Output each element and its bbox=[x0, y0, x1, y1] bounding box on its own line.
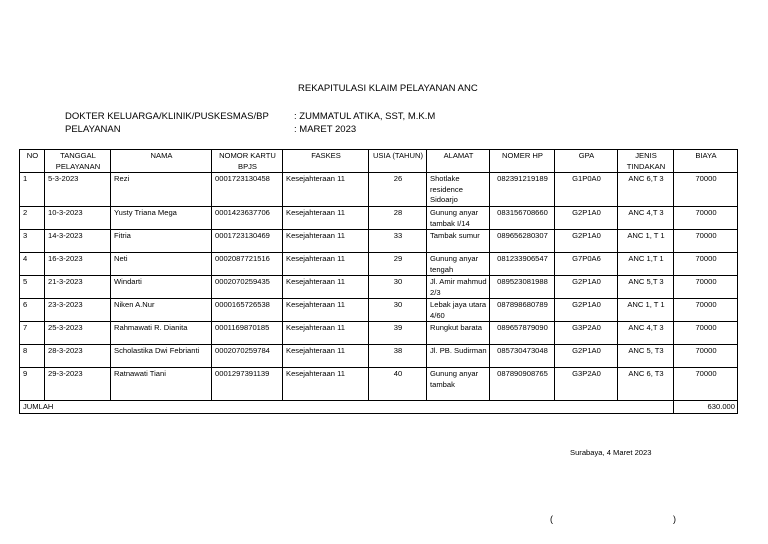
cell-nama: Fitria bbox=[111, 230, 212, 253]
document-title: REKAPITULASI KLAIM PELAYANAN ANC bbox=[298, 83, 478, 94]
cell-gpa: G1P0A0 bbox=[555, 173, 618, 207]
cell-gpa: G2P1A0 bbox=[555, 345, 618, 368]
cell-usia: 38 bbox=[369, 345, 427, 368]
cell-biaya: 70000 bbox=[674, 253, 738, 276]
cell-kartu: 0002087721516 bbox=[212, 253, 283, 276]
col-header-no: NO bbox=[20, 150, 45, 173]
cell-nama: Niken A.Nur bbox=[111, 299, 212, 322]
col-header-nama: NAMA bbox=[111, 150, 212, 173]
cell-no: 1 bbox=[20, 173, 45, 207]
table-row bbox=[20, 322, 738, 345]
col-header-biaya: BIAYA bbox=[674, 150, 738, 173]
signature-close: ) bbox=[673, 514, 676, 524]
cell-biaya: 70000 bbox=[674, 368, 738, 401]
cell-gpa: G2P1A0 bbox=[555, 276, 618, 299]
cell-tanggal: 14-3-2023 bbox=[45, 230, 111, 253]
cell-hp: 089523081988 bbox=[490, 276, 555, 299]
cell-biaya: 70000 bbox=[674, 322, 738, 345]
cell-nama: Yusty Triana Mega bbox=[111, 207, 212, 230]
cell-hp: 083156708660 bbox=[490, 207, 555, 230]
period-value: : MARET 2023 bbox=[294, 124, 357, 135]
cell-kartu: 0001169870185 bbox=[212, 322, 283, 345]
col-header-kartu: NOMOR KARTU BPJS bbox=[212, 150, 283, 173]
cell-tindakan: ANC 4,T 3 bbox=[618, 207, 674, 230]
cell-alamat: Rungkut barata bbox=[427, 322, 490, 345]
cell-biaya: 70000 bbox=[674, 230, 738, 253]
cell-gpa: G3P2A0 bbox=[555, 322, 618, 345]
table-row bbox=[20, 253, 738, 276]
cell-usia: 30 bbox=[369, 299, 427, 322]
provider-label: DOKTER KELUARGA/KLINIK/PUSKESMAS/BP bbox=[65, 111, 269, 122]
cell-kartu: 0000165726538 bbox=[212, 299, 283, 322]
cell-hp: 087898680789 bbox=[490, 299, 555, 322]
total-value: 630.000 bbox=[674, 401, 738, 414]
cell-gpa: G7P0A6 bbox=[555, 253, 618, 276]
cell-tindakan: ANC 5,T 3 bbox=[618, 276, 674, 299]
cell-usia: 29 bbox=[369, 253, 427, 276]
cell-faskes: Kesejahteraan 11 bbox=[283, 322, 369, 345]
cell-tindakan: ANC 4,T 3 bbox=[618, 322, 674, 345]
cell-faskes: Kesejahteraan 11 bbox=[283, 230, 369, 253]
cell-nama: Ratnawati Tiani bbox=[111, 368, 212, 401]
cell-biaya: 70000 bbox=[674, 276, 738, 299]
cell-hp: 089657879090 bbox=[490, 322, 555, 345]
table-row bbox=[20, 276, 738, 299]
cell-gpa: G2P1A0 bbox=[555, 230, 618, 253]
cell-tanggal: 10-3-2023 bbox=[45, 207, 111, 230]
col-header-tindakan: JENIS TINDAKAN bbox=[618, 150, 674, 173]
claims-table bbox=[19, 149, 738, 414]
cell-tanggal: 25-3-2023 bbox=[45, 322, 111, 345]
cell-hp: 081233906547 bbox=[490, 253, 555, 276]
cell-no: 2 bbox=[20, 207, 45, 230]
cell-kartu: 0002070259784 bbox=[212, 345, 283, 368]
cell-kartu: 0001723130458 bbox=[212, 173, 283, 207]
cell-alamat: Shotlake residence Sidoarjo bbox=[427, 173, 490, 207]
cell-faskes: Kesejahteraan 11 bbox=[283, 173, 369, 207]
period-label: PELAYANAN bbox=[65, 124, 121, 135]
cell-alamat: Gunung anyar tengah bbox=[427, 253, 490, 276]
cell-tindakan: ANC 1, T 1 bbox=[618, 299, 674, 322]
cell-nama: Neti bbox=[111, 253, 212, 276]
cell-alamat: Lebak jaya utara 4/60 bbox=[427, 299, 490, 322]
cell-nama: Scholastika Dwi Febrianti bbox=[111, 345, 212, 368]
cell-faskes: Kesejahteraan 11 bbox=[283, 253, 369, 276]
table-body bbox=[20, 173, 738, 401]
table-header-row bbox=[20, 150, 738, 173]
cell-alamat: Gunung anyar tambak I/14 bbox=[427, 207, 490, 230]
col-header-hp: NOMER HP bbox=[490, 150, 555, 173]
table-row bbox=[20, 173, 738, 207]
cell-no: 6 bbox=[20, 299, 45, 322]
cell-no: 8 bbox=[20, 345, 45, 368]
cell-no: 3 bbox=[20, 230, 45, 253]
cell-tanggal: 29-3-2023 bbox=[45, 368, 111, 401]
cell-tindakan: ANC 1,T 1 bbox=[618, 253, 674, 276]
cell-biaya: 70000 bbox=[674, 173, 738, 207]
cell-nama: Rahmawati R. Dianita bbox=[111, 322, 212, 345]
cell-tanggal: 23-3-2023 bbox=[45, 299, 111, 322]
cell-hp: 087890908765 bbox=[490, 368, 555, 401]
cell-usia: 26 bbox=[369, 173, 427, 207]
cell-usia: 40 bbox=[369, 368, 427, 401]
cell-tindakan: ANC 5, T3 bbox=[618, 345, 674, 368]
cell-faskes: Kesejahteraan 11 bbox=[283, 207, 369, 230]
cell-no: 9 bbox=[20, 368, 45, 401]
cell-usia: 33 bbox=[369, 230, 427, 253]
cell-faskes: Kesejahteraan 11 bbox=[283, 299, 369, 322]
cell-gpa: G3P2A0 bbox=[555, 368, 618, 401]
signature-open: ( bbox=[550, 514, 553, 524]
total-label: JUMLAH bbox=[20, 401, 674, 414]
table-row bbox=[20, 299, 738, 322]
table-row bbox=[20, 207, 738, 230]
cell-no: 7 bbox=[20, 322, 45, 345]
col-header-tanggal: TANGGAL PELAYANAN bbox=[45, 150, 111, 173]
cell-alamat: Tambak sumur bbox=[427, 230, 490, 253]
cell-kartu: 0001423637706 bbox=[212, 207, 283, 230]
cell-hp: 082391219189 bbox=[490, 173, 555, 207]
cell-gpa: G2P1A0 bbox=[555, 207, 618, 230]
cell-faskes: Kesejahteraan 11 bbox=[283, 276, 369, 299]
cell-hp: 085730473048 bbox=[490, 345, 555, 368]
cell-alamat: Jl. Amir mahmud 2/3 bbox=[427, 276, 490, 299]
cell-usia: 39 bbox=[369, 322, 427, 345]
cell-tanggal: 5-3-2023 bbox=[45, 173, 111, 207]
provider-value: : ZUMMATUL ATIKA, SST, M.K.M bbox=[294, 111, 436, 122]
cell-tanggal: 16-3-2023 bbox=[45, 253, 111, 276]
cell-gpa: G2P1A0 bbox=[555, 299, 618, 322]
place-date: Surabaya, 4 Maret 2023 bbox=[570, 448, 652, 457]
cell-usia: 28 bbox=[369, 207, 427, 230]
col-header-usia: USIA (TAHUN) bbox=[369, 150, 427, 173]
cell-tindakan: ANC 6,T 3 bbox=[618, 173, 674, 207]
cell-tanggal: 21-3-2023 bbox=[45, 276, 111, 299]
table-row bbox=[20, 345, 738, 368]
cell-alamat: Gunung anyar tambak bbox=[427, 368, 490, 401]
col-header-gpa: GPA bbox=[555, 150, 618, 173]
cell-tindakan: ANC 1, T 1 bbox=[618, 230, 674, 253]
cell-biaya: 70000 bbox=[674, 207, 738, 230]
col-header-alamat: ALAMAT bbox=[427, 150, 490, 173]
total-row bbox=[20, 401, 738, 414]
cell-alamat: Jl. PB. Sudirman bbox=[427, 345, 490, 368]
cell-hp: 089656280307 bbox=[490, 230, 555, 253]
table-row bbox=[20, 368, 738, 401]
cell-tanggal: 28-3-2023 bbox=[45, 345, 111, 368]
cell-biaya: 70000 bbox=[674, 299, 738, 322]
cell-kartu: 0001723130469 bbox=[212, 230, 283, 253]
col-header-faskes: FASKES bbox=[283, 150, 369, 173]
cell-faskes: Kesejahteraan 11 bbox=[283, 368, 369, 401]
cell-kartu: 0002070259435 bbox=[212, 276, 283, 299]
table-row bbox=[20, 230, 738, 253]
cell-nama: Windarti bbox=[111, 276, 212, 299]
cell-kartu: 0001297391139 bbox=[212, 368, 283, 401]
cell-faskes: Kesejahteraan 11 bbox=[283, 345, 369, 368]
cell-biaya: 70000 bbox=[674, 345, 738, 368]
cell-usia: 30 bbox=[369, 276, 427, 299]
cell-no: 5 bbox=[20, 276, 45, 299]
cell-tindakan: ANC 6, T3 bbox=[618, 368, 674, 401]
cell-nama: Rezi bbox=[111, 173, 212, 207]
cell-no: 4 bbox=[20, 253, 45, 276]
